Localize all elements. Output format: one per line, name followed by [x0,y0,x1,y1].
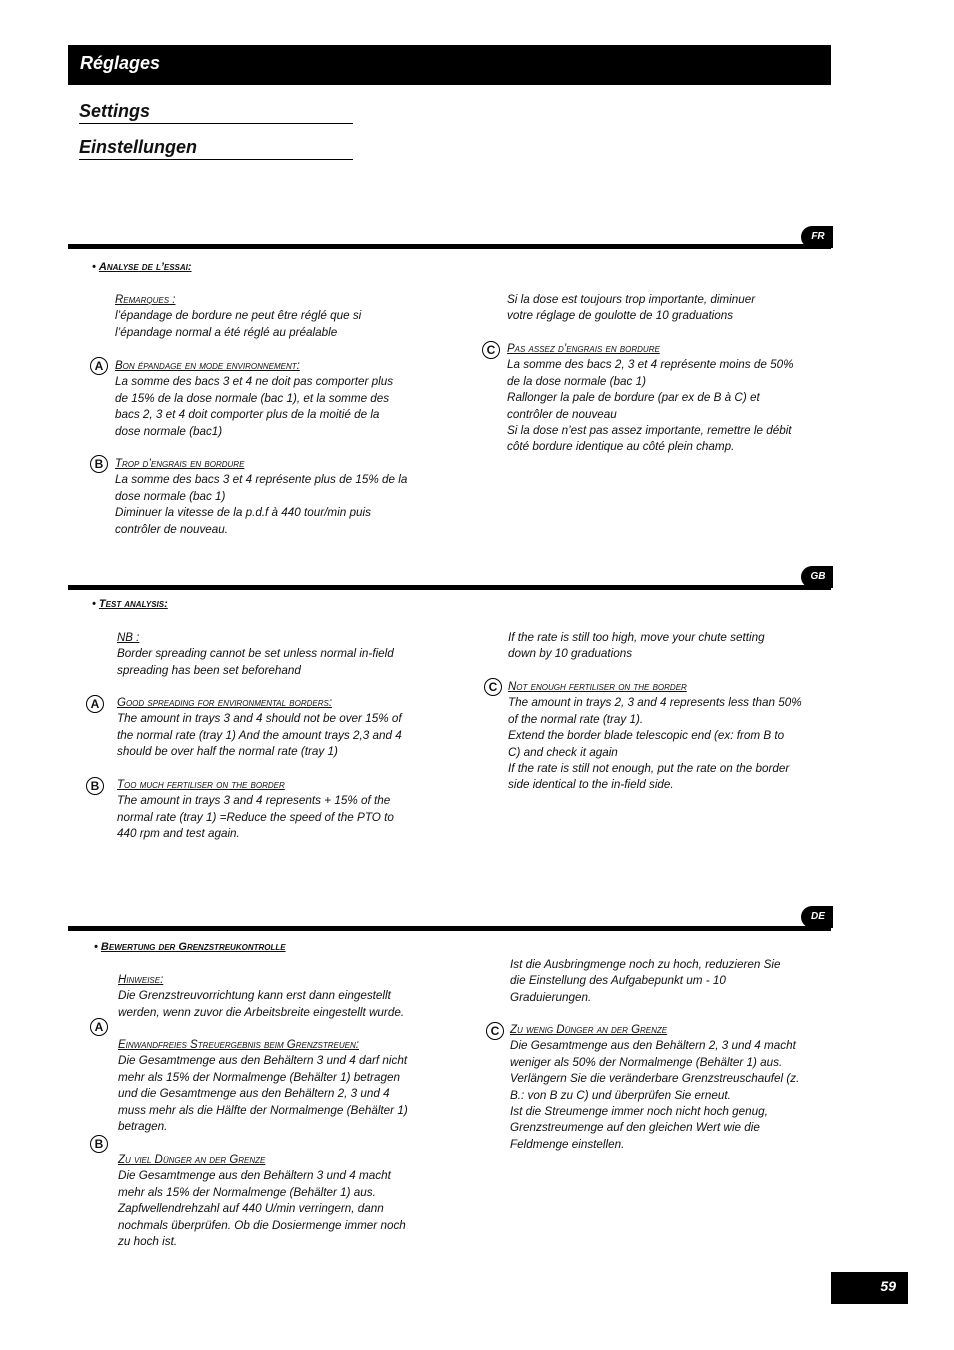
item-a-fr-line: bacs 2, 3 et 4 doit comporter plus de la moitié de la [115,408,380,422]
section-rule-de [68,926,831,931]
marker-c-fr: C [482,341,500,359]
badge-gb: GB [801,566,833,588]
item-c-de-title: Zu wenig Dünger an der Grenze [510,1024,668,1036]
heading-fr: • Analyse de l’essai: [92,261,192,273]
right-intro-fr [507,292,755,325]
right-intro-de [510,957,781,1006]
item-a-gb-line: The amount in trays 3 and 4 should not be over 15% of [117,712,402,726]
badge-de: DE [801,906,833,928]
marker-c-gb: C [484,678,502,696]
item-c-fr-line: contrôler de nouveau [507,407,617,421]
item-c-gb-title: Not enough fertiliser on the border [508,681,687,693]
right-intro-de-line: Graduierungen. [510,990,592,1004]
right-intro-gb [508,630,765,663]
item-a-fr-title: Bon épandage en mode environnement: [115,360,300,372]
item-a-gb-line: should be over half the normal rate (tray 1) [117,745,338,759]
right-intro-gb-line: down by 10 graduations [508,647,633,661]
item-c-fr-line: côté bordure identique au côté plein champ. [507,440,735,454]
marker-b-gb: B [86,777,104,795]
item-b-fr-line: contrôler de nouveau. [115,522,229,536]
marker-c-de: C [486,1022,504,1040]
item-b-fr-line: La somme des bacs 3 et 4 représente plus de 15% de la [115,473,408,487]
remarks-de-title: Hinweise: [118,974,164,986]
item-a-de-line: Die Gesamtmenge aus den Behältern 3 und 4 darf nicht [118,1054,408,1068]
item-c-fr [507,341,794,456]
item-a-de [118,1037,408,1135]
marker-b-fr: B [90,455,108,473]
subtitle-settings: Settings [79,101,353,124]
item-a-de-title: Einwandfreies Streuergebnis beim Grenzstreuen: [118,1039,359,1051]
item-c-gb-line: Extend the border blade telescopic end (ex: from B to [508,729,785,743]
item-c-fr-line: La somme des bacs 2, 3 et 4 représente moins de 50% [507,358,794,372]
item-b-de-line: nochmals überprüfen. Ob die Dosiermenge immer noch [118,1218,406,1232]
remarks-de-line: werden, wenn zuvor die Arbeitsbreite eingestellt wurde. [118,1005,405,1019]
item-c-de-line: Feldmenge einstellen. [510,1137,625,1151]
item-a-fr-line: de 15% de la dose normale (bac 1), et la somme des [115,391,390,405]
item-a-de-line: muss mehr als die Hälfte der Normalmenge (Behälter 1) [118,1103,408,1117]
item-b-de-line: Zapfwellendrehzahl auf 440 U/min verringern, dann [118,1202,384,1216]
item-b-de-line: zu hoch ist. [118,1235,178,1249]
item-c-fr-title: Pas assez d’engrais en bordure [507,343,660,355]
heading-gb-text: Test analysis: [98,598,168,610]
remarks-gb [117,630,394,679]
item-c-de-line: weniger als 50% der Normalmenge (Behälter 1) aus. [510,1055,783,1069]
item-c-gb-line: If the rate is still not enough, put the rate on the border [508,762,790,776]
item-c-de-line: Verlängern Sie die veränderbare Grenzstreuschaufel (z. [510,1072,800,1086]
item-a-fr [115,358,393,440]
marker-a-fr: A [90,357,108,375]
item-c-gb [508,679,802,794]
item-c-de-line: Grenzstreumenge auf den gleichen Wert wie die [510,1121,760,1135]
item-c-gb-line: The amount in trays 2, 3 and 4 represents less than 50% [508,696,802,710]
right-intro-fr-line: Si la dose est toujours trop importante, diminuer [507,293,756,306]
marker-b-de: B [90,1135,108,1153]
item-a-gb-title: Good spreading for environmental borders: [117,697,333,709]
marker-a-gb: A [86,695,104,713]
item-b-fr-line: dose normale (bac 1) [115,489,226,503]
remarks-de-line: Die Grenzstreuvorrichtung kann erst dann eingestellt [118,989,391,1003]
item-b-gb-line: normal rate (tray 1) =Reduce the speed of the PTO to [117,810,394,824]
item-c-gb-line: side identical to the in-field side. [508,778,674,792]
badge-fr: FR [801,226,833,248]
item-c-gb-line: C) and check it again [508,745,618,759]
item-c-de-line: Ist die Streumenge immer noch nicht hoch genug, [510,1105,768,1119]
item-a-de-line: mehr als 15% der Normalmenge (Behälter 1) betragen [118,1070,400,1084]
item-b-gb-title: Too much fertiliser on the border [117,779,285,791]
remarks-gb-line: spreading has been set beforehand [117,663,301,677]
item-c-de-line: B.: von B zu C) und überprüfen Sie erneut. [510,1088,731,1102]
item-c-de [510,1022,799,1153]
remarks-de [118,972,404,1021]
remarks-fr-line: l’épandage de bordure ne peut être réglé que si [115,309,362,323]
right-intro-de-line: Ist die Ausbringmenge noch zu hoch, reduzieren Sie [510,958,781,971]
item-c-fr-line: Rallonger la pale de bordure (par ex de B à C) et [507,391,760,405]
item-b-fr-title: Trop d’engrais en bordure [115,458,245,470]
section-rule-fr [68,244,831,249]
subtitle-einstellungen: Einstellungen [79,137,353,160]
remarks-fr-title: Remarques : [115,294,176,306]
remarks-gb-line: Border spreading cannot be set unless normal in-field [117,647,394,661]
item-b-fr [115,456,407,538]
item-b-gb-line: The amount in trays 3 and 4 represents + 15% of the [117,794,391,808]
item-b-de-line: Die Gesamtmenge aus den Behältern 3 und 4 macht [118,1169,391,1183]
remarks-fr [115,292,361,341]
item-c-fr-line: Si la dose n’est pas assez importante, remettre le débit [507,424,792,438]
item-b-de-title: Zu viel Dünger an der Grenze [118,1154,266,1166]
item-a-de-line: betragen. [118,1120,168,1134]
item-a-fr-line: La somme des bacs 3 et 4 ne doit pas comporter plus [115,375,394,389]
page-title: Réglages [80,53,161,73]
item-b-gb [117,777,394,843]
item-c-de-line: Die Gesamtmenge aus den Behältern 2, 3 und 4 macht [510,1039,796,1053]
item-c-gb-line: of the normal rate (tray 1). [508,712,644,726]
item-b-gb-line: 440 rpm and test again. [117,827,240,841]
heading-fr-text: Analyse de l’essai: [98,261,192,273]
item-a-gb [117,695,402,761]
item-b-de [118,1152,406,1250]
right-intro-fr-line: votre réglage de goulotte de 10 graduations [507,309,734,323]
section-rule-gb [68,585,831,590]
header-bar [68,45,831,85]
marker-a-de: A [90,1018,108,1036]
remarks-fr-line: l’épandage normal a été réglé au préalable [115,325,338,339]
page-number: 59 [831,1272,908,1304]
heading-gb: • Test analysis: [92,598,168,610]
right-intro-de-line: die Einstellung des Aufgabepunkt um - 10 [510,974,726,988]
right-intro-gb-line: If the rate is still too high, move your chute setting [508,631,765,644]
item-b-fr-line: Diminuer la vitesse de la p.d.f à 440 tour/min puis [115,506,371,520]
item-c-fr-line: de la dose normale (bac 1) [507,374,647,388]
item-b-de-line: mehr als 15% der Normalmenge (Behälter 1) aus. [118,1185,376,1199]
heading-de: • Bewertung der Grenzstreukontrolle [94,941,286,953]
item-a-fr-line: dose normale (bac1) [115,424,223,438]
remarks-gb-title: NB : [117,632,140,644]
item-a-gb-line: the normal rate (tray 1) And the amount trays 2,3 and 4 [117,728,402,742]
heading-de-text: Bewertung der Grenzstreukontrolle [100,941,286,953]
item-a-de-line: und die Gesamtmenge aus den Behältern 2, 3 und 4 [118,1087,390,1101]
